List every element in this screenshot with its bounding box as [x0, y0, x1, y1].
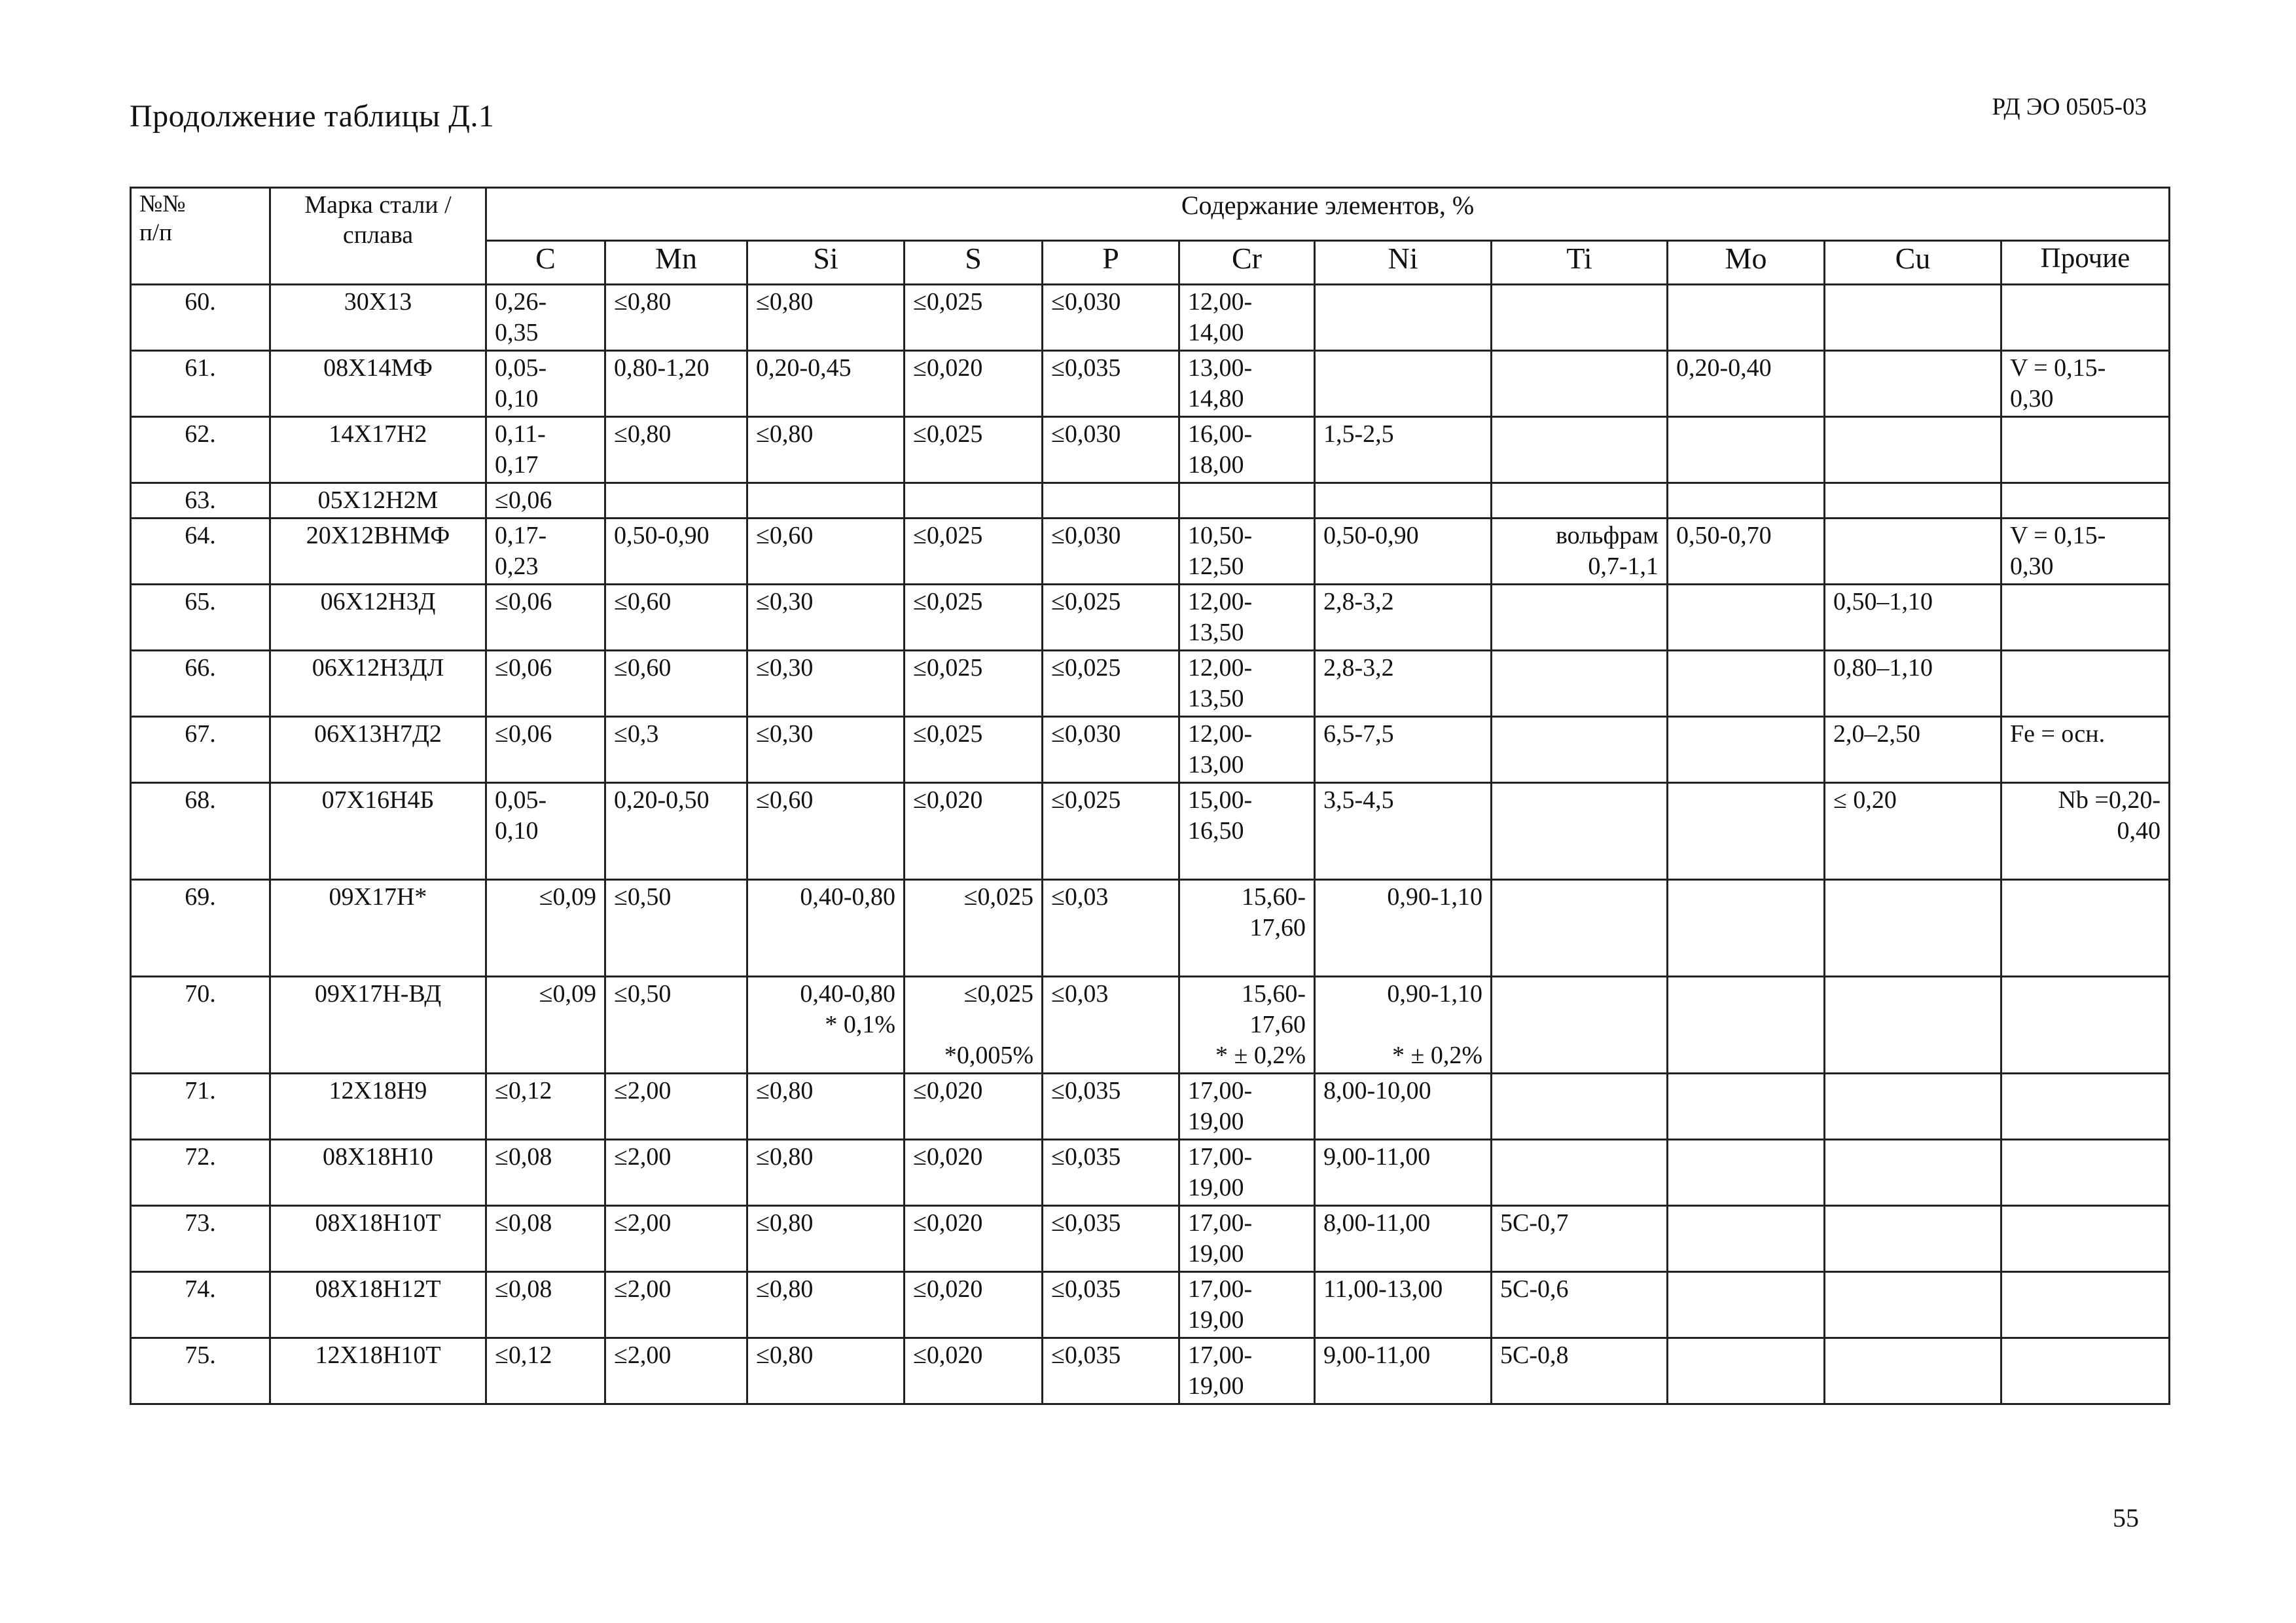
steel-grade-cell: 06Х13Н7Д2: [270, 717, 486, 783]
cell-p: ≤0,035: [1043, 351, 1179, 417]
row-number-cell: 63.: [131, 483, 270, 519]
cell-ti: [1492, 483, 1668, 519]
header-element-c: C: [486, 241, 605, 285]
cell-ti: 5С-0,8: [1492, 1338, 1668, 1404]
row-number-cell: 60.: [131, 285, 270, 351]
cell-mn: ≤2,00: [605, 1272, 747, 1338]
table-row: [131, 651, 2170, 717]
cell-si: ≤0,80: [747, 1338, 905, 1404]
cell-si: [747, 483, 905, 519]
cell-p: ≤0,03: [1043, 977, 1179, 1074]
steel-grade-cell: 12Х18Н10Т: [270, 1338, 486, 1404]
cell-s: ≤0,020: [905, 1272, 1043, 1338]
row-number-cell: 61.: [131, 351, 270, 417]
header-element-s: S: [905, 241, 1043, 285]
cell-mo: [1668, 585, 1825, 651]
cell-p: ≤0,025: [1043, 585, 1179, 651]
cell-p: ≤0,035: [1043, 1206, 1179, 1272]
row-number-cell: 74.: [131, 1272, 270, 1338]
cell-mn: ≤2,00: [605, 1206, 747, 1272]
cell-c: ≤0,08: [486, 1272, 605, 1338]
cell-other: V = 0,15- 0,30: [2001, 351, 2170, 417]
row-number-cell: 67.: [131, 717, 270, 783]
cell-c: ≤0,09: [486, 880, 605, 977]
cell-mn: ≤2,00: [605, 1338, 747, 1404]
header-element-ti: Ti: [1492, 241, 1668, 285]
cell-s: ≤0,025: [905, 417, 1043, 483]
cell-cu: 0,50–1,10: [1825, 585, 2001, 651]
cell-si: 0,20-0,45: [747, 351, 905, 417]
cell-ni: 0,50-0,90: [1315, 519, 1492, 585]
steel-grade-cell: 06Х12Н3ДЛ: [270, 651, 486, 717]
steel-grade-cell: 08Х18Н12Т: [270, 1272, 486, 1338]
cell-s: ≤0,020: [905, 783, 1043, 880]
header-steel-grade-label: Марка стали / сплава: [304, 191, 452, 249]
cell-p: ≤0,025: [1043, 783, 1179, 880]
cell-si: ≤0,60: [747, 783, 905, 880]
cell-other: [2001, 1206, 2170, 1272]
table-row: [131, 717, 2170, 783]
cell-mn: 0,80-1,20: [605, 351, 747, 417]
cell-mo: [1668, 651, 1825, 717]
cell-cu: ≤ 0,20: [1825, 783, 2001, 880]
header-element-p: P: [1043, 241, 1179, 285]
cell-mo: [1668, 1074, 1825, 1140]
steel-grade-cell: 07Х16Н4Б: [270, 783, 486, 880]
table-row: [131, 1206, 2170, 1272]
cell-cu: 2,0–2,50: [1825, 717, 2001, 783]
cell-cr: 17,00- 19,00: [1179, 1140, 1315, 1206]
cell-si: ≤0,30: [747, 717, 905, 783]
cell-c: ≤0,09: [486, 977, 605, 1074]
cell-ni: 9,00-11,00: [1315, 1338, 1492, 1404]
cell-ti: [1492, 977, 1668, 1074]
cell-si: ≤0,30: [747, 651, 905, 717]
header-element-content-label: Содержание элементов, %: [1181, 191, 1475, 220]
cell-cu: [1825, 1338, 2001, 1404]
cell-other: [2001, 1272, 2170, 1338]
cell-cu: 0,80–1,10: [1825, 651, 2001, 717]
cell-cu: [1825, 285, 2001, 351]
cell-si: ≤0,80: [747, 1074, 905, 1140]
cell-s: ≤0,025: [905, 880, 1043, 977]
cell-mn: ≤0,50: [605, 880, 747, 977]
cell-mn: ≤0,60: [605, 585, 747, 651]
cell-other: [2001, 1074, 2170, 1140]
steel-grade-cell: 08Х18Н10Т: [270, 1206, 486, 1272]
header-element-other: Прочие: [2001, 241, 2170, 285]
cell-s: ≤0,025 *0,005%: [905, 977, 1043, 1074]
table-row: [131, 585, 2170, 651]
steel-grade-cell: 08Х14МФ: [270, 351, 486, 417]
cell-mo: [1668, 1140, 1825, 1206]
cell-p: ≤0,030: [1043, 717, 1179, 783]
cell-mo: 0,50-0,70: [1668, 519, 1825, 585]
cell-mo: [1668, 285, 1825, 351]
cell-ni: 1,5-2,5: [1315, 417, 1492, 483]
cell-s: ≤0,020: [905, 1338, 1043, 1404]
header-steel-grade: [270, 188, 486, 285]
cell-mo: [1668, 717, 1825, 783]
cell-s: [905, 483, 1043, 519]
cell-ti: [1492, 783, 1668, 880]
cell-other: [2001, 651, 2170, 717]
row-number-cell: 65.: [131, 585, 270, 651]
cell-cu: [1825, 483, 2001, 519]
cell-ti: [1492, 285, 1668, 351]
header-element-cu: Cu: [1825, 241, 2001, 285]
table-row: [131, 1074, 2170, 1140]
cell-other: [2001, 880, 2170, 977]
table-row: [131, 1140, 2170, 1206]
cell-mn: ≤0,80: [605, 285, 747, 351]
cell-other: [2001, 977, 2170, 1074]
cell-mo: [1668, 783, 1825, 880]
cell-c: ≤0,06: [486, 585, 605, 651]
cell-ni: 11,00-13,00: [1315, 1272, 1492, 1338]
cell-p: ≤0,035: [1043, 1272, 1179, 1338]
cell-ti: [1492, 1074, 1668, 1140]
row-number-cell: 71.: [131, 1074, 270, 1140]
cell-cr: 15,60- 17,60 * ± 0,2%: [1179, 977, 1315, 1074]
cell-ni: [1315, 483, 1492, 519]
cell-s: ≤0,020: [905, 1140, 1043, 1206]
header-element-si: Si: [747, 241, 905, 285]
cell-si: ≤0,80: [747, 1272, 905, 1338]
cell-c: 0,05- 0,10: [486, 351, 605, 417]
cell-p: ≤0,030: [1043, 519, 1179, 585]
cell-cr: 10,50- 12,50: [1179, 519, 1315, 585]
document-reference: РД ЭО 0505-03: [1992, 94, 2147, 120]
cell-p: ≤0,035: [1043, 1338, 1179, 1404]
cell-cu: [1825, 1272, 2001, 1338]
cell-s: ≤0,025: [905, 519, 1043, 585]
cell-cr: 12,00- 13,50: [1179, 585, 1315, 651]
table-row: [131, 1272, 2170, 1338]
cell-si: ≤0,80: [747, 1140, 905, 1206]
header-element-ni: Ni: [1315, 241, 1492, 285]
cell-ti: [1492, 880, 1668, 977]
cell-mn: [605, 483, 747, 519]
cell-cr: [1179, 483, 1315, 519]
header-row-number-label: №№ п/п: [139, 191, 186, 246]
cell-other: V = 0,15- 0,30: [2001, 519, 2170, 585]
cell-ti: [1492, 585, 1668, 651]
header-element-mo: Mo: [1668, 241, 1825, 285]
cell-ni: 2,8-3,2: [1315, 651, 1492, 717]
cell-c: ≤0,08: [486, 1206, 605, 1272]
cell-cr: 17,00- 19,00: [1179, 1206, 1315, 1272]
cell-mn: ≤2,00: [605, 1140, 747, 1206]
cell-s: ≤0,020: [905, 1074, 1043, 1140]
cell-cu: [1825, 1074, 2001, 1140]
cell-other: Nb =0,20- 0,40: [2001, 783, 2170, 880]
cell-s: ≤0,025: [905, 651, 1043, 717]
cell-c: ≤0,12: [486, 1338, 605, 1404]
cell-c: 0,17- 0,23: [486, 519, 605, 585]
cell-other: [2001, 483, 2170, 519]
cell-cr: 15,00- 16,50: [1179, 783, 1315, 880]
cell-cr: 12,00- 13,50: [1179, 651, 1315, 717]
steel-grade-cell: 09Х17Н-ВД: [270, 977, 486, 1074]
cell-s: ≤0,020: [905, 351, 1043, 417]
cell-p: ≤0,030: [1043, 285, 1179, 351]
steel-grade-cell: 12Х18Н9: [270, 1074, 486, 1140]
cell-cr: 17,00- 19,00: [1179, 1338, 1315, 1404]
cell-ni: 8,00-11,00: [1315, 1206, 1492, 1272]
cell-ni: 3,5-4,5: [1315, 783, 1492, 880]
table-row: [131, 783, 2170, 880]
cell-s: ≤0,025: [905, 285, 1043, 351]
steel-grade-cell: 05Х12Н2М: [270, 483, 486, 519]
cell-mn: ≤0,3: [605, 717, 747, 783]
cell-cu: [1825, 977, 2001, 1074]
steel-grade-cell: 06Х12Н3Д: [270, 585, 486, 651]
cell-ti: [1492, 717, 1668, 783]
row-number-cell: 75.: [131, 1338, 270, 1404]
row-number-cell: 66.: [131, 651, 270, 717]
cell-other: [2001, 1140, 2170, 1206]
table-row: [131, 285, 2170, 351]
steel-grade-cell: 30Х13: [270, 285, 486, 351]
cell-cr: 12,00- 13,00: [1179, 717, 1315, 783]
cell-mo: [1668, 880, 1825, 977]
cell-cr: 17,00- 19,00: [1179, 1074, 1315, 1140]
cell-mn: ≤0,80: [605, 417, 747, 483]
row-number-cell: 64.: [131, 519, 270, 585]
cell-cu: [1825, 351, 2001, 417]
row-number-cell: 73.: [131, 1206, 270, 1272]
table-row: [131, 417, 2170, 483]
table-row: [131, 351, 2170, 417]
cell-ni: 2,8-3,2: [1315, 585, 1492, 651]
cell-ni: [1315, 285, 1492, 351]
cell-si: ≤0,60: [747, 519, 905, 585]
cell-ni: 0,90-1,10 * ± 0,2%: [1315, 977, 1492, 1074]
cell-mo: 0,20-0,40: [1668, 351, 1825, 417]
cell-c: ≤0,06: [486, 651, 605, 717]
cell-cu: [1825, 880, 2001, 977]
cell-ti: 5С-0,7: [1492, 1206, 1668, 1272]
cell-p: ≤0,035: [1043, 1074, 1179, 1140]
steel-grade-cell: 14Х17Н2: [270, 417, 486, 483]
cell-mo: [1668, 417, 1825, 483]
page-number: 55: [2113, 1503, 2139, 1533]
cell-si: ≤0,80: [747, 1206, 905, 1272]
cell-s: ≤0,025: [905, 717, 1043, 783]
cell-other: [2001, 417, 2170, 483]
cell-mn: 0,20-0,50: [605, 783, 747, 880]
cell-mn: ≤2,00: [605, 1074, 747, 1140]
cell-ti: 5С-0,6: [1492, 1272, 1668, 1338]
cell-mo: [1668, 1338, 1825, 1404]
row-number-cell: 62.: [131, 417, 270, 483]
cell-si: 0,40-0,80: [747, 880, 905, 977]
table-continuation-title: Продолжение таблицы Д.1: [130, 99, 495, 134]
row-number-cell: 69.: [131, 880, 270, 977]
cell-c: ≤0,06: [486, 717, 605, 783]
table-row: [131, 880, 2170, 977]
row-number-cell: 70.: [131, 977, 270, 1074]
table-row: [131, 519, 2170, 585]
header-element-content: [486, 188, 2170, 241]
header-row-number: [131, 188, 270, 285]
cell-cu: [1825, 417, 2001, 483]
cell-s: ≤0,025: [905, 585, 1043, 651]
cell-p: ≤0,025: [1043, 651, 1179, 717]
cell-mo: [1668, 977, 1825, 1074]
cell-ni: 0,90-1,10: [1315, 880, 1492, 977]
cell-mo: [1668, 483, 1825, 519]
cell-ti: [1492, 1140, 1668, 1206]
cell-c: 0,26- 0,35: [486, 285, 605, 351]
cell-c: 0,05- 0,10: [486, 783, 605, 880]
cell-s: ≤0,020: [905, 1206, 1043, 1272]
cell-c: ≤0,06: [486, 483, 605, 519]
cell-si: ≤0,80: [747, 285, 905, 351]
cell-mn: 0,50-0,90: [605, 519, 747, 585]
cell-ti: [1492, 351, 1668, 417]
cell-si: 0,40-0,80 * 0,1%: [747, 977, 905, 1074]
cell-cu: [1825, 1206, 2001, 1272]
cell-cr: 16,00- 18,00: [1179, 417, 1315, 483]
header-element-cr: Cr: [1179, 241, 1315, 285]
cell-mn: ≤0,60: [605, 651, 747, 717]
cell-ni: 9,00-11,00: [1315, 1140, 1492, 1206]
cell-ni: [1315, 351, 1492, 417]
cell-other: [2001, 585, 2170, 651]
cell-si: ≤0,30: [747, 585, 905, 651]
cell-ni: 6,5-7,5: [1315, 717, 1492, 783]
cell-ni: 8,00-10,00: [1315, 1074, 1492, 1140]
cell-cr: 13,00- 14,80: [1179, 351, 1315, 417]
cell-c: ≤0,08: [486, 1140, 605, 1206]
row-number-cell: 72.: [131, 1140, 270, 1206]
cell-mn: ≤0,50: [605, 977, 747, 1074]
cell-cu: [1825, 1140, 2001, 1206]
cell-c: 0,11- 0,17: [486, 417, 605, 483]
cell-p: ≤0,03: [1043, 880, 1179, 977]
cell-p: ≤0,035: [1043, 1140, 1179, 1206]
steel-grade-cell: 08Х18Н10: [270, 1140, 486, 1206]
cell-si: ≤0,80: [747, 417, 905, 483]
cell-cu: [1825, 519, 2001, 585]
cell-other: Fe = осн.: [2001, 717, 2170, 783]
cell-other: [2001, 1338, 2170, 1404]
table-row: [131, 1338, 2170, 1404]
cell-p: ≤0,030: [1043, 417, 1179, 483]
table-row: [131, 977, 2170, 1074]
steel-grade-cell: 20Х12ВНМФ: [270, 519, 486, 585]
table-row: [131, 483, 2170, 519]
cell-other: [2001, 285, 2170, 351]
cell-cr: 12,00- 14,00: [1179, 285, 1315, 351]
steel-composition-table: [130, 187, 2170, 1405]
cell-p: [1043, 483, 1179, 519]
cell-mo: [1668, 1206, 1825, 1272]
cell-ti: вольфрам 0,7-1,1: [1492, 519, 1668, 585]
cell-c: ≤0,12: [486, 1074, 605, 1140]
steel-grade-cell: 09Х17Н*: [270, 880, 486, 977]
header-element-mn: Mn: [605, 241, 747, 285]
row-number-cell: 68.: [131, 783, 270, 880]
cell-cr: 17,00- 19,00: [1179, 1272, 1315, 1338]
cell-ti: [1492, 651, 1668, 717]
cell-cr: 15,60- 17,60: [1179, 880, 1315, 977]
cell-ti: [1492, 417, 1668, 483]
cell-mo: [1668, 1272, 1825, 1338]
